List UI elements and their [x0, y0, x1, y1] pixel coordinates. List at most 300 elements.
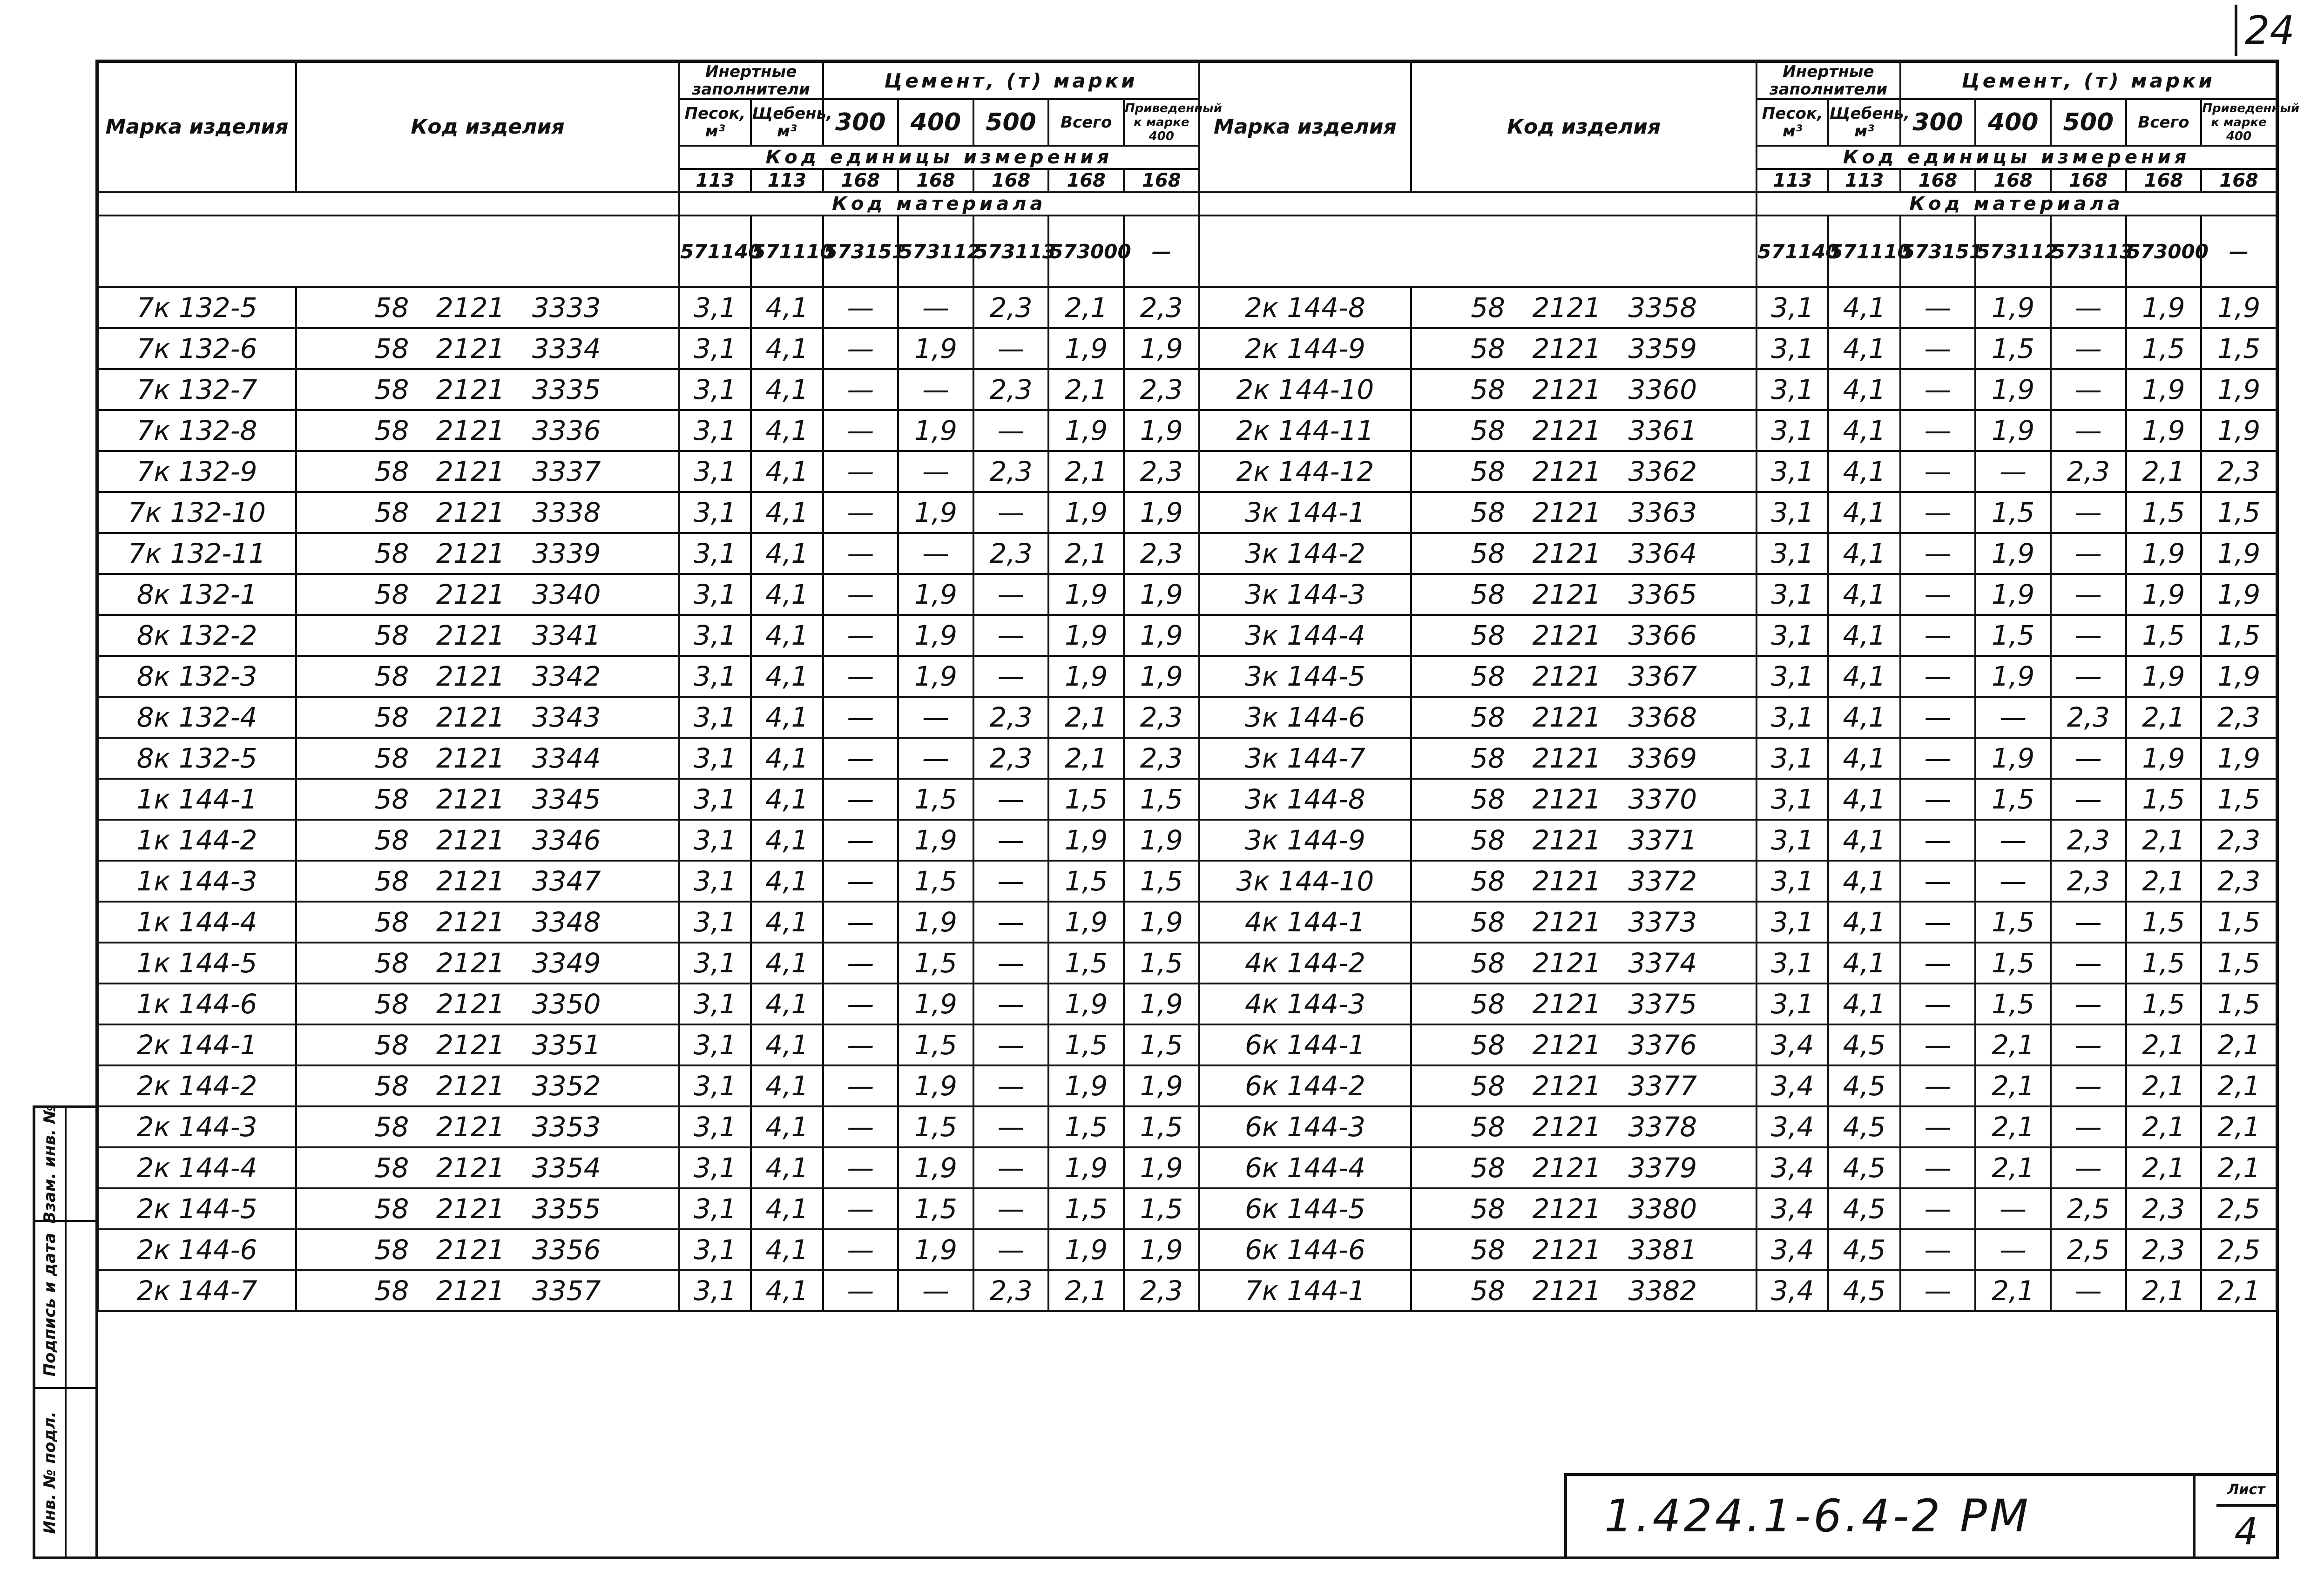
cell-sand: 3,1 [679, 533, 751, 574]
cell-mark: 3к 144-1 [1199, 492, 1411, 533]
cell-reduced: 1,9 [2201, 574, 2277, 615]
cell-sand: 3,1 [1757, 861, 1828, 902]
cell-gravel: 4,1 [1828, 369, 1900, 410]
header-reduced-left: Приведенный к марке 400 [1124, 99, 1199, 146]
cell-c500: — [2051, 1065, 2126, 1106]
cell-mark: 4к 144-3 [1199, 984, 1411, 1024]
material-code: 573112 [898, 216, 973, 287]
cell-c300: — [823, 492, 899, 533]
cell-mark: 6к 144-4 [1199, 1147, 1411, 1188]
cell-gravel: 4,1 [1828, 820, 1900, 861]
cell-code: 58 2121 3360 [1411, 369, 1757, 410]
cell-c400: 1,9 [1975, 656, 2051, 697]
cell-c500: — [973, 779, 1049, 820]
cell-gravel: 4,5 [1828, 1106, 1900, 1147]
cell-gravel: 4,1 [751, 1229, 823, 1270]
cell-mark: 2к 144-4 [98, 1147, 296, 1188]
cell-reduced: 1,9 [1124, 820, 1199, 861]
cell-c400: — [1975, 820, 2051, 861]
table-row [98, 1065, 2277, 1106]
cell-code: 58 2121 3363 [1411, 492, 1757, 533]
header-grade-300-left: 300 [823, 99, 899, 146]
cell-total: 1,5 [1048, 861, 1124, 902]
cell-mark: 3к 144-2 [1199, 533, 1411, 574]
cell-gravel: 4,1 [751, 943, 823, 984]
cell-sand: 3,1 [679, 861, 751, 902]
table-body [98, 287, 2277, 1554]
cell-c300: — [823, 656, 899, 697]
cell-reduced: 1,9 [1124, 328, 1199, 369]
table-row [98, 1188, 2277, 1229]
cell-c400: — [898, 451, 973, 492]
cell-sand: 3,1 [679, 738, 751, 779]
cell-total: 2,1 [2126, 1270, 2202, 1311]
cell-reduced: 2,1 [2201, 1270, 2277, 1311]
header-reduced-right: Приведенный к марке 400 [2201, 99, 2277, 146]
cell-reduced: 2,1 [2201, 1147, 2277, 1188]
cell-c400: 2,1 [1975, 1065, 2051, 1106]
cell-mark: 3к 144-6 [1199, 697, 1411, 738]
cell-gravel: 4,1 [1828, 492, 1900, 533]
cell-c300: — [823, 451, 899, 492]
cell-c400: — [898, 369, 973, 410]
cell-c500: — [2051, 574, 2126, 615]
cell-c400: 1,9 [898, 410, 973, 451]
cell-sand: 3,1 [1757, 738, 1828, 779]
unit-code: 168 [898, 169, 973, 192]
cell-c300: — [823, 820, 899, 861]
cell-reduced: 1,5 [1124, 1106, 1199, 1147]
header-grade-400-right: 400 [1975, 99, 2051, 146]
cell-c400: 1,9 [898, 820, 973, 861]
cell-code: 58 2121 3370 [1411, 779, 1757, 820]
cell-c500: 2,3 [973, 697, 1049, 738]
cell-total: 1,9 [1048, 328, 1124, 369]
cell-reduced: 1,5 [2201, 328, 2277, 369]
material-code: 571110 [1828, 216, 1900, 287]
cell-reduced: 1,9 [1124, 1065, 1199, 1106]
side-cell-replaced-inv [35, 1105, 65, 1224]
cell-sand: 3,1 [679, 287, 751, 328]
cell-reduced: 1,9 [2201, 656, 2277, 697]
cell-sand: 3,1 [679, 369, 751, 410]
cell-code: 58 2121 3381 [1411, 1229, 1757, 1270]
cell-gravel: 4,1 [751, 738, 823, 779]
cell-code: 58 2121 3336 [296, 410, 679, 451]
cell-total: 1,9 [1048, 902, 1124, 943]
cell-code: 58 2121 3340 [296, 574, 679, 615]
cell-mark: 6к 144-3 [1199, 1106, 1411, 1147]
cell-mark: 1к 144-3 [98, 861, 296, 902]
cell-mark: 2к 144-10 [1199, 369, 1411, 410]
cell-c400: 1,9 [898, 574, 973, 615]
cell-mark: 2к 144-7 [98, 1270, 296, 1311]
cell-gravel: 4,5 [1828, 1147, 1900, 1188]
side-blank-cell [67, 1108, 96, 1222]
cell-c300: — [823, 1229, 899, 1270]
cell-code: 58 2121 3349 [296, 943, 679, 984]
cell-reduced: 1,5 [1124, 943, 1199, 984]
table-row [98, 410, 2277, 451]
cell-total: 2,1 [1048, 697, 1124, 738]
cell-reduced: 2,3 [1124, 697, 1199, 738]
cell-mark: 6к 144-2 [1199, 1065, 1411, 1106]
cell-gravel: 4,1 [751, 533, 823, 574]
cell-c300: — [1900, 1106, 1976, 1147]
cell-mark: 1к 144-6 [98, 984, 296, 1024]
cell-c300: — [1900, 984, 1976, 1024]
cell-reduced: 2,3 [2201, 697, 2277, 738]
cell-c300: — [823, 1188, 899, 1229]
cell-c300: — [1900, 697, 1976, 738]
cell-mark: 2к 144-1 [98, 1024, 296, 1065]
header-aggregates-left: Инертные заполнители [679, 62, 823, 99]
cell-reduced: 1,5 [2201, 984, 2277, 1024]
cell-c400: — [1975, 861, 2051, 902]
material-code: 573000 [2126, 216, 2202, 287]
cell-gravel: 4,1 [751, 1188, 823, 1229]
cell-sand: 3,1 [679, 1024, 751, 1065]
cell-mark: 8к 132-4 [98, 697, 296, 738]
cell-c400: 1,5 [898, 779, 973, 820]
cell-reduced: 1,9 [2201, 410, 2277, 451]
cell-mark: 1к 144-2 [98, 820, 296, 861]
cell-c300: — [1900, 656, 1976, 697]
cell-c400: 2,1 [1975, 1270, 2051, 1311]
cell-gravel: 4,1 [751, 779, 823, 820]
material-code: 573151 [823, 216, 899, 287]
cell-c300: — [1900, 369, 1976, 410]
cell-total: 1,5 [2126, 492, 2202, 533]
table-row [98, 1024, 2277, 1065]
cell-sand: 3,1 [1757, 902, 1828, 943]
unit-code: 168 [1900, 169, 1976, 192]
cell-total: 2,3 [2126, 1188, 2202, 1229]
cell-c300: — [823, 943, 899, 984]
cell-c500: — [2051, 656, 2126, 697]
cell-sand: 3,1 [679, 410, 751, 451]
cell-c500: 2,3 [973, 451, 1049, 492]
cell-reduced: 1,5 [1124, 861, 1199, 902]
cell-code: 58 2121 3358 [1411, 287, 1757, 328]
cell-mark: 2к 144-6 [98, 1229, 296, 1270]
header-mark-left: Марка изделия [98, 62, 296, 192]
cell-c400: 1,5 [1975, 984, 2051, 1024]
cell-total: 1,9 [2126, 287, 2202, 328]
cell-c400: 1,9 [1975, 738, 2051, 779]
cell-sand: 3,1 [1757, 779, 1828, 820]
cell-c400: 1,9 [898, 656, 973, 697]
cell-c500: — [973, 328, 1049, 369]
header-cement-right: Цемент, (т) марки [1900, 62, 2277, 99]
cell-total: 1,5 [2126, 902, 2202, 943]
cell-code: 58 2121 3359 [1411, 328, 1757, 369]
table-row [98, 943, 2277, 984]
cell-c500: — [973, 1065, 1049, 1106]
cell-reduced: 2,3 [1124, 287, 1199, 328]
cell-reduced: 1,5 [2201, 492, 2277, 533]
cell-c300: — [1900, 820, 1976, 861]
cell-mark: 8к 132-1 [98, 574, 296, 615]
cell-gravel: 4,1 [1828, 410, 1900, 451]
cell-reduced: 1,9 [1124, 656, 1199, 697]
cell-total: 1,9 [1048, 656, 1124, 697]
material-code: 571140 [679, 216, 751, 287]
cell-mark: 7к 144-1 [1199, 1270, 1411, 1311]
unit-code: 168 [1124, 169, 1199, 192]
cell-code: 58 2121 3364 [1411, 533, 1757, 574]
cell-code: 58 2121 3341 [296, 615, 679, 656]
cell-mark: 1к 144-5 [98, 943, 296, 984]
cell-total: 2,1 [1048, 1270, 1124, 1311]
cell-total: 2,1 [2126, 451, 2202, 492]
cell-mark: 7к 132-7 [98, 369, 296, 410]
cell-c300: — [823, 1024, 899, 1065]
cell-gravel: 4,1 [751, 902, 823, 943]
cell-gravel: 4,1 [751, 984, 823, 1024]
header-grade-500-right: 500 [2051, 99, 2126, 146]
cell-c300: — [823, 697, 899, 738]
cell-mark: 3к 144-5 [1199, 656, 1411, 697]
cell-code: 58 2121 3347 [296, 861, 679, 902]
cell-gravel: 4,1 [1828, 615, 1900, 656]
cell-gravel: 4,1 [751, 1147, 823, 1188]
header-grade-500-left: 500 [973, 99, 1049, 146]
cell-code: 58 2121 3354 [296, 1147, 679, 1188]
side-cell-inv-original [35, 1389, 65, 1556]
cell-gravel: 4,1 [1828, 328, 1900, 369]
header-mark-right: Марка изделия [1199, 62, 1411, 192]
cell-c300: — [1900, 1270, 1976, 1311]
header-unit-code-left: Код единицы измерения [679, 146, 1199, 169]
cell-c500: 2,5 [2051, 1188, 2126, 1229]
cell-c500: — [973, 1147, 1049, 1188]
cell-code: 58 2121 3338 [296, 492, 679, 533]
cell-c500: — [973, 984, 1049, 1024]
cell-c400: — [898, 738, 973, 779]
cell-mark: 2к 144-9 [1199, 328, 1411, 369]
cell-c500: — [2051, 328, 2126, 369]
cell-total: 2,1 [1048, 533, 1124, 574]
material-code: 573113 [973, 216, 1049, 287]
cell-sand: 3,1 [1757, 287, 1828, 328]
cell-c500: — [973, 410, 1049, 451]
cell-total: 2,1 [2126, 1065, 2202, 1106]
cell-code: 58 2121 3348 [296, 902, 679, 943]
cell-c300: — [1900, 861, 1976, 902]
cell-gravel: 4,1 [1828, 779, 1900, 820]
unit-code: 168 [1048, 169, 1124, 192]
cell-c300: — [1900, 287, 1976, 328]
cell-code: 58 2121 3334 [296, 328, 679, 369]
cell-sand: 3,4 [1757, 1147, 1828, 1188]
cell-total: 1,9 [1048, 492, 1124, 533]
cell-mark: 6к 144-5 [1199, 1188, 1411, 1229]
cell-total: 1,5 [1048, 1024, 1124, 1065]
cell-reduced: 1,9 [1124, 410, 1199, 451]
cell-code: 58 2121 3356 [296, 1229, 679, 1270]
cell-code: 58 2121 3342 [296, 656, 679, 697]
cell-total: 1,5 [1048, 1106, 1124, 1147]
cell-reduced: 1,9 [1124, 615, 1199, 656]
cell-sand: 3,1 [679, 943, 751, 984]
cell-total: 2,1 [2126, 820, 2202, 861]
cell-sand: 3,1 [679, 615, 751, 656]
cell-code: 58 2121 3375 [1411, 984, 1757, 1024]
cell-c300: — [823, 287, 899, 328]
cell-reduced: 2,3 [1124, 533, 1199, 574]
cell-c400: 1,9 [898, 328, 973, 369]
cell-reduced: 2,5 [2201, 1188, 2277, 1229]
cell-c300: — [823, 369, 899, 410]
cell-c500: — [2051, 1024, 2126, 1065]
unit-code: 168 [2201, 169, 2277, 192]
cell-sand: 3,1 [679, 779, 751, 820]
cell-code: 58 2121 3355 [296, 1188, 679, 1229]
cell-gravel: 4,1 [1828, 574, 1900, 615]
cell-c500: — [2051, 410, 2126, 451]
cell-c500: — [2051, 1147, 2126, 1188]
cell-sand: 3,1 [1757, 943, 1828, 984]
cell-code: 58 2121 3335 [296, 369, 679, 410]
cell-c500: — [973, 1229, 1049, 1270]
cell-total: 1,9 [1048, 1065, 1124, 1106]
header-blank-left-2 [98, 216, 679, 287]
cell-reduced: 2,3 [1124, 1270, 1199, 1311]
cell-total: 1,9 [2126, 533, 2202, 574]
table-row [98, 697, 2277, 738]
cell-mark: 3к 144-4 [1199, 615, 1411, 656]
cell-total: 1,5 [2126, 984, 2202, 1024]
table-row [98, 656, 2277, 697]
cell-c500: — [973, 902, 1049, 943]
cell-c500: — [2051, 738, 2126, 779]
table-row [98, 328, 2277, 369]
cell-c400: 2,1 [1975, 1147, 2051, 1188]
table-row [98, 902, 2277, 943]
cell-gravel: 4,1 [751, 820, 823, 861]
cell-code: 58 2121 3371 [1411, 820, 1757, 861]
header-unit-code-right: Код единицы измерения [1757, 146, 2277, 169]
header-total-right: Всего [2126, 99, 2202, 146]
cell-total: 2,1 [2126, 697, 2202, 738]
cell-c400: 1,5 [898, 861, 973, 902]
cell-mark: 2к 144-12 [1199, 451, 1411, 492]
cell-c300: — [823, 984, 899, 1024]
cell-code: 58 2121 3343 [296, 697, 679, 738]
cell-mark: 4к 144-2 [1199, 943, 1411, 984]
cell-c300: — [1900, 533, 1976, 574]
header-grade-300-right: 300 [1900, 99, 1976, 146]
cell-gravel: 4,1 [1828, 984, 1900, 1024]
cell-c400: 1,9 [898, 1065, 973, 1106]
cell-total: 1,5 [1048, 943, 1124, 984]
cell-mark: 1к 144-4 [98, 902, 296, 943]
cell-c500: — [2051, 615, 2126, 656]
cell-reduced: 1,5 [2201, 902, 2277, 943]
cell-sand: 3,1 [679, 656, 751, 697]
cell-c500: — [973, 820, 1049, 861]
cell-total: 1,9 [1048, 984, 1124, 1024]
cell-c300: — [1900, 1147, 1976, 1188]
cell-reduced: 1,9 [1124, 1229, 1199, 1270]
table-row [98, 861, 2277, 902]
unit-code: 168 [2126, 169, 2202, 192]
header-code-left: Код изделия [296, 62, 679, 192]
cell-gravel: 4,1 [751, 861, 823, 902]
cell-c500: — [2051, 779, 2126, 820]
cell-c500: — [973, 492, 1049, 533]
cell-mark: 6к 144-6 [1199, 1229, 1411, 1270]
cell-c500: — [2051, 943, 2126, 984]
cell-mark: 2к 144-3 [98, 1106, 296, 1147]
cell-c400: — [1975, 451, 2051, 492]
unit-code: 113 [751, 169, 823, 192]
cell-c400: 1,9 [898, 615, 973, 656]
cell-c300: — [823, 328, 899, 369]
cell-reduced: 2,1 [2201, 1106, 2277, 1147]
cell-reduced: 1,9 [2201, 287, 2277, 328]
side-cell-signature-date [35, 1222, 65, 1389]
table-row [98, 1106, 2277, 1147]
cell-code: 58 2121 3373 [1411, 902, 1757, 943]
cell-sand: 3,1 [1757, 984, 1828, 1024]
cell-total: 1,5 [2126, 779, 2202, 820]
cell-mark: 3к 144-8 [1199, 779, 1411, 820]
cell-reduced: 1,9 [2201, 533, 2277, 574]
cell-total: 1,9 [2126, 738, 2202, 779]
cell-c300: — [1900, 492, 1976, 533]
cell-c500: 2,5 [2051, 1229, 2126, 1270]
cell-code: 58 2121 3366 [1411, 615, 1757, 656]
cell-c500: 2,3 [2051, 697, 2126, 738]
cell-mark: 7к 132-6 [98, 328, 296, 369]
cell-total: 1,9 [1048, 615, 1124, 656]
cell-c500: — [2051, 902, 2126, 943]
cell-gravel: 4,5 [1828, 1229, 1900, 1270]
cell-gravel: 4,5 [1828, 1024, 1900, 1065]
cell-c300: — [823, 615, 899, 656]
side-stamp-col-blank [67, 1108, 96, 1556]
cell-gravel: 4,1 [751, 697, 823, 738]
sheet-number: 4 [2234, 1510, 2258, 1553]
cell-code: 58 2121 3374 [1411, 943, 1757, 984]
cell-c400: 1,5 [1975, 328, 2051, 369]
header-blank-right [1199, 192, 1757, 216]
cell-c300: — [1900, 902, 1976, 943]
cell-c500: — [973, 574, 1049, 615]
cell-c300: — [823, 410, 899, 451]
material-code: — [1124, 216, 1199, 287]
cell-c400: — [898, 1270, 973, 1311]
cell-c300: — [1900, 779, 1976, 820]
cell-reduced: 1,9 [1124, 1147, 1199, 1188]
cell-code: 58 2121 3351 [296, 1024, 679, 1065]
cell-c500: 2,3 [2051, 820, 2126, 861]
cell-sand: 3,1 [679, 492, 751, 533]
cell-total: 1,9 [2126, 656, 2202, 697]
cell-sand: 3,1 [679, 1188, 751, 1229]
cell-reduced: 1,9 [1124, 902, 1199, 943]
cell-reduced: 2,3 [1124, 738, 1199, 779]
cell-reduced: 1,9 [1124, 492, 1199, 533]
cell-mark: 6к 144-1 [1199, 1024, 1411, 1065]
header-code-right: Код изделия [1411, 62, 1757, 192]
cell-c300: — [1900, 1229, 1976, 1270]
cell-mark: 7к 132-9 [98, 451, 296, 492]
table-row [98, 984, 2277, 1024]
cell-total: 1,5 [1048, 1188, 1124, 1229]
